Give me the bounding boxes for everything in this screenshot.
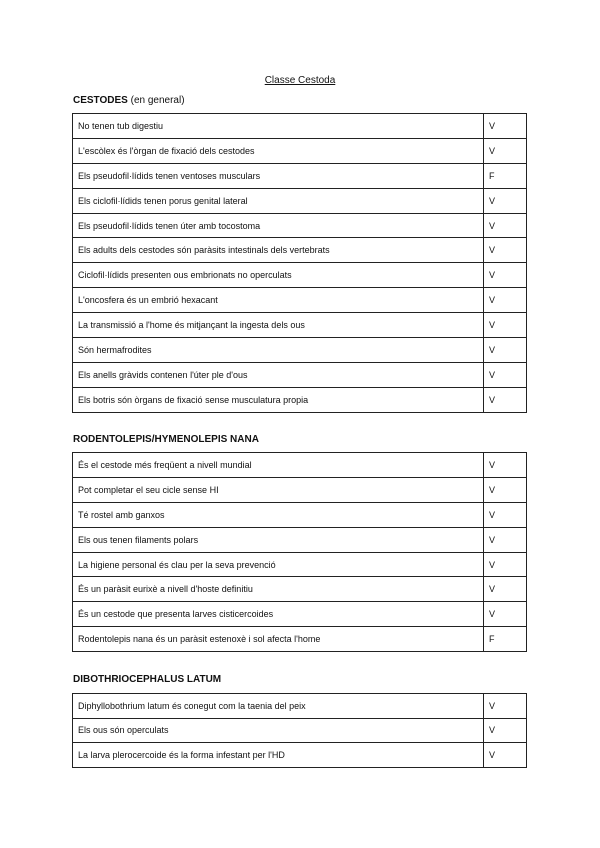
answer-cell: V bbox=[484, 477, 527, 502]
table-row bbox=[73, 602, 527, 627]
answer-cell: V bbox=[484, 114, 527, 139]
section-heading-suffix: (en general) bbox=[130, 95, 185, 106]
section-heading-rodentolepis bbox=[73, 434, 259, 445]
table-row bbox=[73, 577, 527, 602]
statement-cell: És el cestode més freqüent a nivell mundial bbox=[73, 453, 484, 478]
table-row bbox=[73, 188, 527, 213]
answer-cell: V bbox=[484, 362, 527, 387]
table-row bbox=[73, 313, 527, 338]
answer-cell: V bbox=[484, 502, 527, 527]
answer-cell: V bbox=[484, 263, 527, 288]
table-row bbox=[73, 552, 527, 577]
statement-cell: La higiene personal és clau per la seva prevenció bbox=[73, 552, 484, 577]
answer-cell: V bbox=[484, 694, 527, 719]
table-row bbox=[73, 362, 527, 387]
statement-cell: Són hermafrodites bbox=[73, 338, 484, 363]
table-row bbox=[73, 743, 527, 768]
statement-cell: L'oncosfera és un embrió hexacant bbox=[73, 288, 484, 313]
statement-cell: La transmissió a l'home és mitjançant la ingesta dels ous bbox=[73, 313, 484, 338]
answer-cell: V bbox=[484, 743, 527, 768]
statement-cell: Pot completar el seu cicle sense HI bbox=[73, 477, 484, 502]
statement-cell: Té rostel amb ganxos bbox=[73, 502, 484, 527]
statement-cell: Els adults dels cestodes són paràsits intestinals dels vertebrats bbox=[73, 238, 484, 263]
table-row bbox=[73, 338, 527, 363]
statement-cell: No tenen tub digestiu bbox=[73, 114, 484, 139]
statement-cell: És un cestode que presenta larves cisticercoides bbox=[73, 602, 484, 627]
table-row bbox=[73, 502, 527, 527]
answer-cell: V bbox=[484, 718, 527, 743]
answer-cell: V bbox=[484, 213, 527, 238]
answer-cell: V bbox=[484, 288, 527, 313]
answer-cell: F bbox=[484, 163, 527, 188]
statement-cell: Els ous són operculats bbox=[73, 718, 484, 743]
answer-cell: V bbox=[484, 138, 527, 163]
statement-cell: La larva plerocercoide és la forma infestant per l'HD bbox=[73, 743, 484, 768]
statement-cell: L'escòlex és l'òrgan de fixació dels cestodes bbox=[73, 138, 484, 163]
table-row bbox=[73, 288, 527, 313]
table-row bbox=[73, 627, 527, 652]
table-row bbox=[73, 477, 527, 502]
statement-cell: Diphyllobothrium latum és conegut com la taenia del peix bbox=[73, 694, 484, 719]
table-row bbox=[73, 718, 527, 743]
table-row bbox=[73, 694, 527, 719]
table-row bbox=[73, 453, 527, 478]
table-row bbox=[73, 114, 527, 139]
section-heading-dibothriocephalus bbox=[73, 674, 221, 685]
table-row bbox=[73, 387, 527, 412]
answer-cell: V bbox=[484, 387, 527, 412]
table-row bbox=[73, 163, 527, 188]
statement-cell: Rodentolepis nana és un paràsit estenoxè i sol afecta l'home bbox=[73, 627, 484, 652]
section-heading-text: RODENTOLEPIS/HYMENOLEPIS NANA bbox=[73, 434, 259, 445]
answer-cell: V bbox=[484, 552, 527, 577]
answer-cell: V bbox=[484, 313, 527, 338]
table-row bbox=[73, 263, 527, 288]
document-title: Classe Cestoda bbox=[264, 75, 336, 86]
section-heading-text: DIBOTHRIOCEPHALUS LATUM bbox=[73, 674, 222, 685]
answer-cell: F bbox=[484, 627, 527, 652]
table-dibothriocephalus bbox=[72, 693, 527, 768]
statement-cell: Els anells gràvids contenen l'úter ple d'ous bbox=[73, 362, 484, 387]
answer-cell: V bbox=[484, 602, 527, 627]
section-heading-cestodes bbox=[73, 95, 185, 106]
answer-cell: V bbox=[484, 577, 527, 602]
statement-cell: Els pseudofil·lídids tenen úter amb tocostoma bbox=[73, 213, 484, 238]
answer-cell: V bbox=[484, 453, 527, 478]
answer-cell: V bbox=[484, 338, 527, 363]
statement-cell: Els ciclofil·lídids tenen porus genital lateral bbox=[73, 188, 484, 213]
table-row bbox=[73, 138, 527, 163]
statement-cell: És un paràsit eurixè a nivell d'hoste definitiu bbox=[73, 577, 484, 602]
statement-cell: Els botris són òrgans de fixació sense musculatura propia bbox=[73, 387, 484, 412]
answer-cell: V bbox=[484, 238, 527, 263]
answer-cell: V bbox=[484, 527, 527, 552]
statement-cell: Els ous tenen filaments polars bbox=[73, 527, 484, 552]
statement-cell: Ciclofil·lídids presenten ous embrionats no operculats bbox=[73, 263, 484, 288]
answer-cell: V bbox=[484, 188, 527, 213]
statement-cell: Els pseudofil·lídids tenen ventoses musculars bbox=[73, 163, 484, 188]
section-heading-text: CESTODES bbox=[73, 95, 128, 106]
table-row bbox=[73, 527, 527, 552]
table-rodentolepis bbox=[72, 452, 527, 652]
table-row bbox=[73, 213, 527, 238]
table-cestodes bbox=[72, 113, 527, 413]
table-row bbox=[73, 238, 527, 263]
